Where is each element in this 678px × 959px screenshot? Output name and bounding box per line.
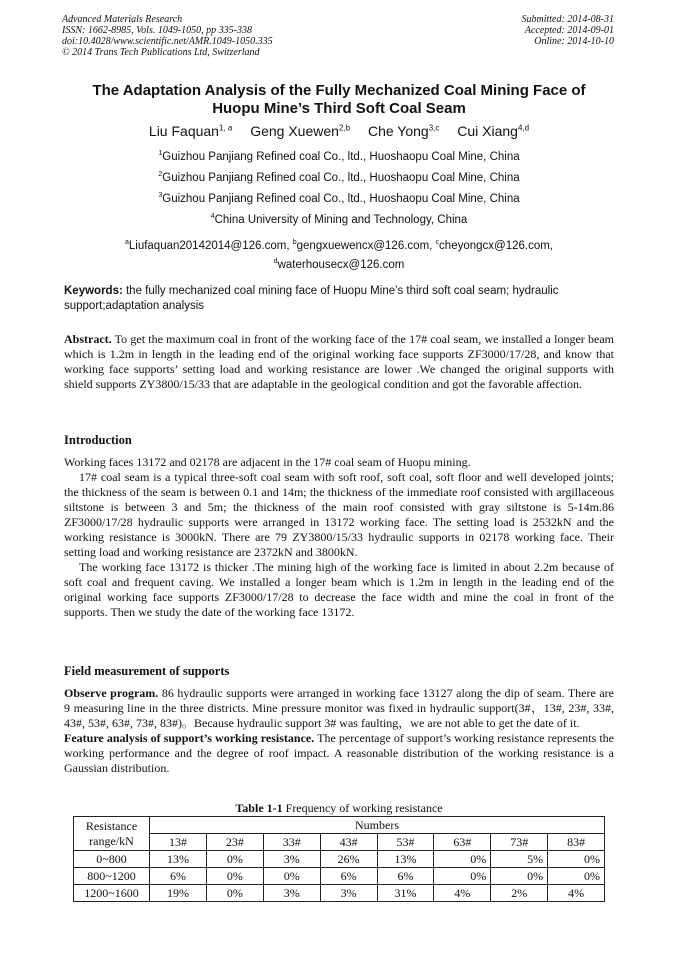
paragraph: Working faces 13172 and 02178 are adjacent in the 17# coal seam of Huopu mining. [64,455,471,469]
affiliation: $^2$Guizhou Panjiang Refined coal Co., ltd., Huoshaopu Coal Mine, China [158,171,520,184]
issn-line: ISSN: 1662-8985, Vols. 1049-1050, pp 335-338 [62,25,252,36]
table-cell: 0% [206,851,263,868]
table-cell: 5% [491,851,548,868]
table-row [74,885,605,902]
author-emails: $^a$Liufaquan20142014@126.com, $^b$gengxuewencx@126.com, $^c$cheyongcx@126.com, $^d$waterhousecx@126.com [124,239,554,271]
range-cell: 800~1200 [74,868,150,885]
doi-line: doi:10.4028/www.scientific.net/AMR.1049-1050.335 [62,36,273,47]
table-cell: 3% [263,885,320,902]
table-cell: 3% [320,885,377,902]
table-column-header-row [74,834,605,851]
table-cell: 0% [491,868,548,885]
dates-header [522,14,615,47]
table-cell: 0% [206,868,263,885]
section-heading-introduction: Introduction [64,433,132,447]
table-row [74,868,605,885]
author: Cui Xiang$^{4,d}$ [457,123,530,139]
table-cell: 0% [263,868,320,885]
range-cell: 1200~1600 [74,885,150,902]
resistance-frequency-table [73,816,605,902]
table-cell: 4% [548,885,605,902]
email: waterhousecx@126.com [277,258,405,271]
field-measurement-body [64,686,614,776]
column-header: 83# [548,834,605,851]
journal-name: Advanced Materials Research [62,14,183,25]
column-header: 23# [206,834,263,851]
table-cell: 26% [320,851,377,868]
affiliation: $^3$Guizhou Panjiang Refined coal Co., ltd., Huoshaopu Coal Mine, China [158,192,520,205]
group-header-cell: Numbers [150,817,605,834]
paragraph: The working face 13172 is thicker .The mining high of the working face is limited in about 2.2m because of soft coal and frequent caving. We installed a longer beam which is 1.2m in length in the leading end of the original working face supports ZF3000/17/28 to decrease the face width and mine the coal in front of the supports. Then we study the date of the working face 13172. [64,560,614,619]
column-header: 73# [491,834,548,851]
journal-header [62,14,273,58]
keywords: Keywords: the fully mechanized coal mining face of Huopu Mine’s third soft coal seam; hydraulic support;adaptation analysis [64,285,559,312]
affiliation: $^4$China University of Mining and Technology, China [210,213,468,226]
email: cheyongcx@126.com, [439,239,554,252]
copyright-line: © 2014 Trans Tech Publications Ltd, Switzerland [62,47,260,58]
table-cell: 3% [263,851,320,868]
table-cell: 13% [377,851,434,868]
table-row [74,851,605,868]
table-cell: 4% [434,885,491,902]
column-header: 43# [320,834,377,851]
column-header: 53# [377,834,434,851]
table-cell: 19% [150,885,207,902]
abstract: Abstract. To get the maximum coal in front of the working face of the 17# coal seam, we installed a longer beam which is 1.2m in length in the leading end of the original working face supports ZF3000/17/28, and know that working face supports’ setting load and working resistance are lower .We changed the original supports with shield supports ZY3800/15/33 that are adaptable in the geological condition and got the favorable affection. [64,332,614,391]
table-cell: 31% [377,885,434,902]
accepted-date: Accepted: 2014-09-01 [524,25,614,36]
paragraph: Feature analysis of support’s working resistance. The percentage of support’s working resistance represents the working performance and the degree of roof impact. A reasonable distribution of the working resistance is a Gaussian distribution. [64,731,615,775]
email: Liufaquan20142014@126.com, [128,239,293,252]
table-cell: 6% [150,868,207,885]
column-header: 63# [434,834,491,851]
paper-title: The Adaptation Analysis of the Fully Mechanized Coal Mining Face of Huopu Mine’s Third Soft Coal Seam [92,82,586,117]
table-cell: 0% [548,851,605,868]
table-header-row [74,817,605,834]
table-cell: 0% [548,868,605,885]
section-heading-field-measurement: Field measurement of supports [64,664,230,678]
author-list [60,123,618,139]
paragraph: Observe program. 86 hydraulic supports were arranged in working face 13127 along the dip of seam. There are 9 measuring line in the three districts. Mine pressure monitor was fixed in hydraulic support(3#，13#, 23#, 33#, 43#, 53#, 63#, 73#, 83#)。Because hydraulic support 3# was faulting，we are not able to get the date of it. [64,686,615,730]
table-cell: 0% [434,851,491,868]
column-header: 13# [150,834,207,851]
table-cell: 2% [491,885,548,902]
email: gengxuewencx@126.com, [296,239,436,252]
table-caption: Table 1-1 Frequency of working resistance [235,801,443,815]
author: Che Yong$^{3,c}$ [367,123,440,139]
introduction-body [64,455,614,620]
row-header-cell: Resistance range/kN [74,817,150,851]
table-cell: 6% [320,868,377,885]
affiliation: $^1$Guizhou Panjiang Refined coal Co., ltd., Huoshaopu Coal Mine, China [158,150,520,163]
table-cell: 6% [377,868,434,885]
submitted-date: Submitted: 2014-08-31 [521,14,614,25]
column-header: 33# [263,834,320,851]
table-cell: 0% [206,885,263,902]
author: Liu Faquan$^{1, a}$ [148,123,233,139]
paragraph: 17# coal seam is a typical three-soft coal seam with soft roof, soft coal, soft floor and well developed joints; the thickness of the seam is between 0.1 and 14m; the thickness of the immediate roof consisted with argillaceous siltstone is between 3 and 5m; the thickness of the main roof consisted with gray siltstone is 5-14m.86 ZF3000/17/28 hydraulic supports were arranged in 13172 working face. The setting load is 2532kN and the working resistance is 3000kN. There are 79 ZY3800/15/33 hydraulic supports in 02178 working face. Their setting load and working resistance are 2372kN and 3800kN. [64,470,614,559]
author: Geng Xuewen$^{2,b}$ [250,123,351,139]
range-cell: 0~800 [74,851,150,868]
table-cell: 13% [150,851,207,868]
online-date: Online: 2014-10-10 [534,36,614,47]
table-cell: 0% [434,868,491,885]
